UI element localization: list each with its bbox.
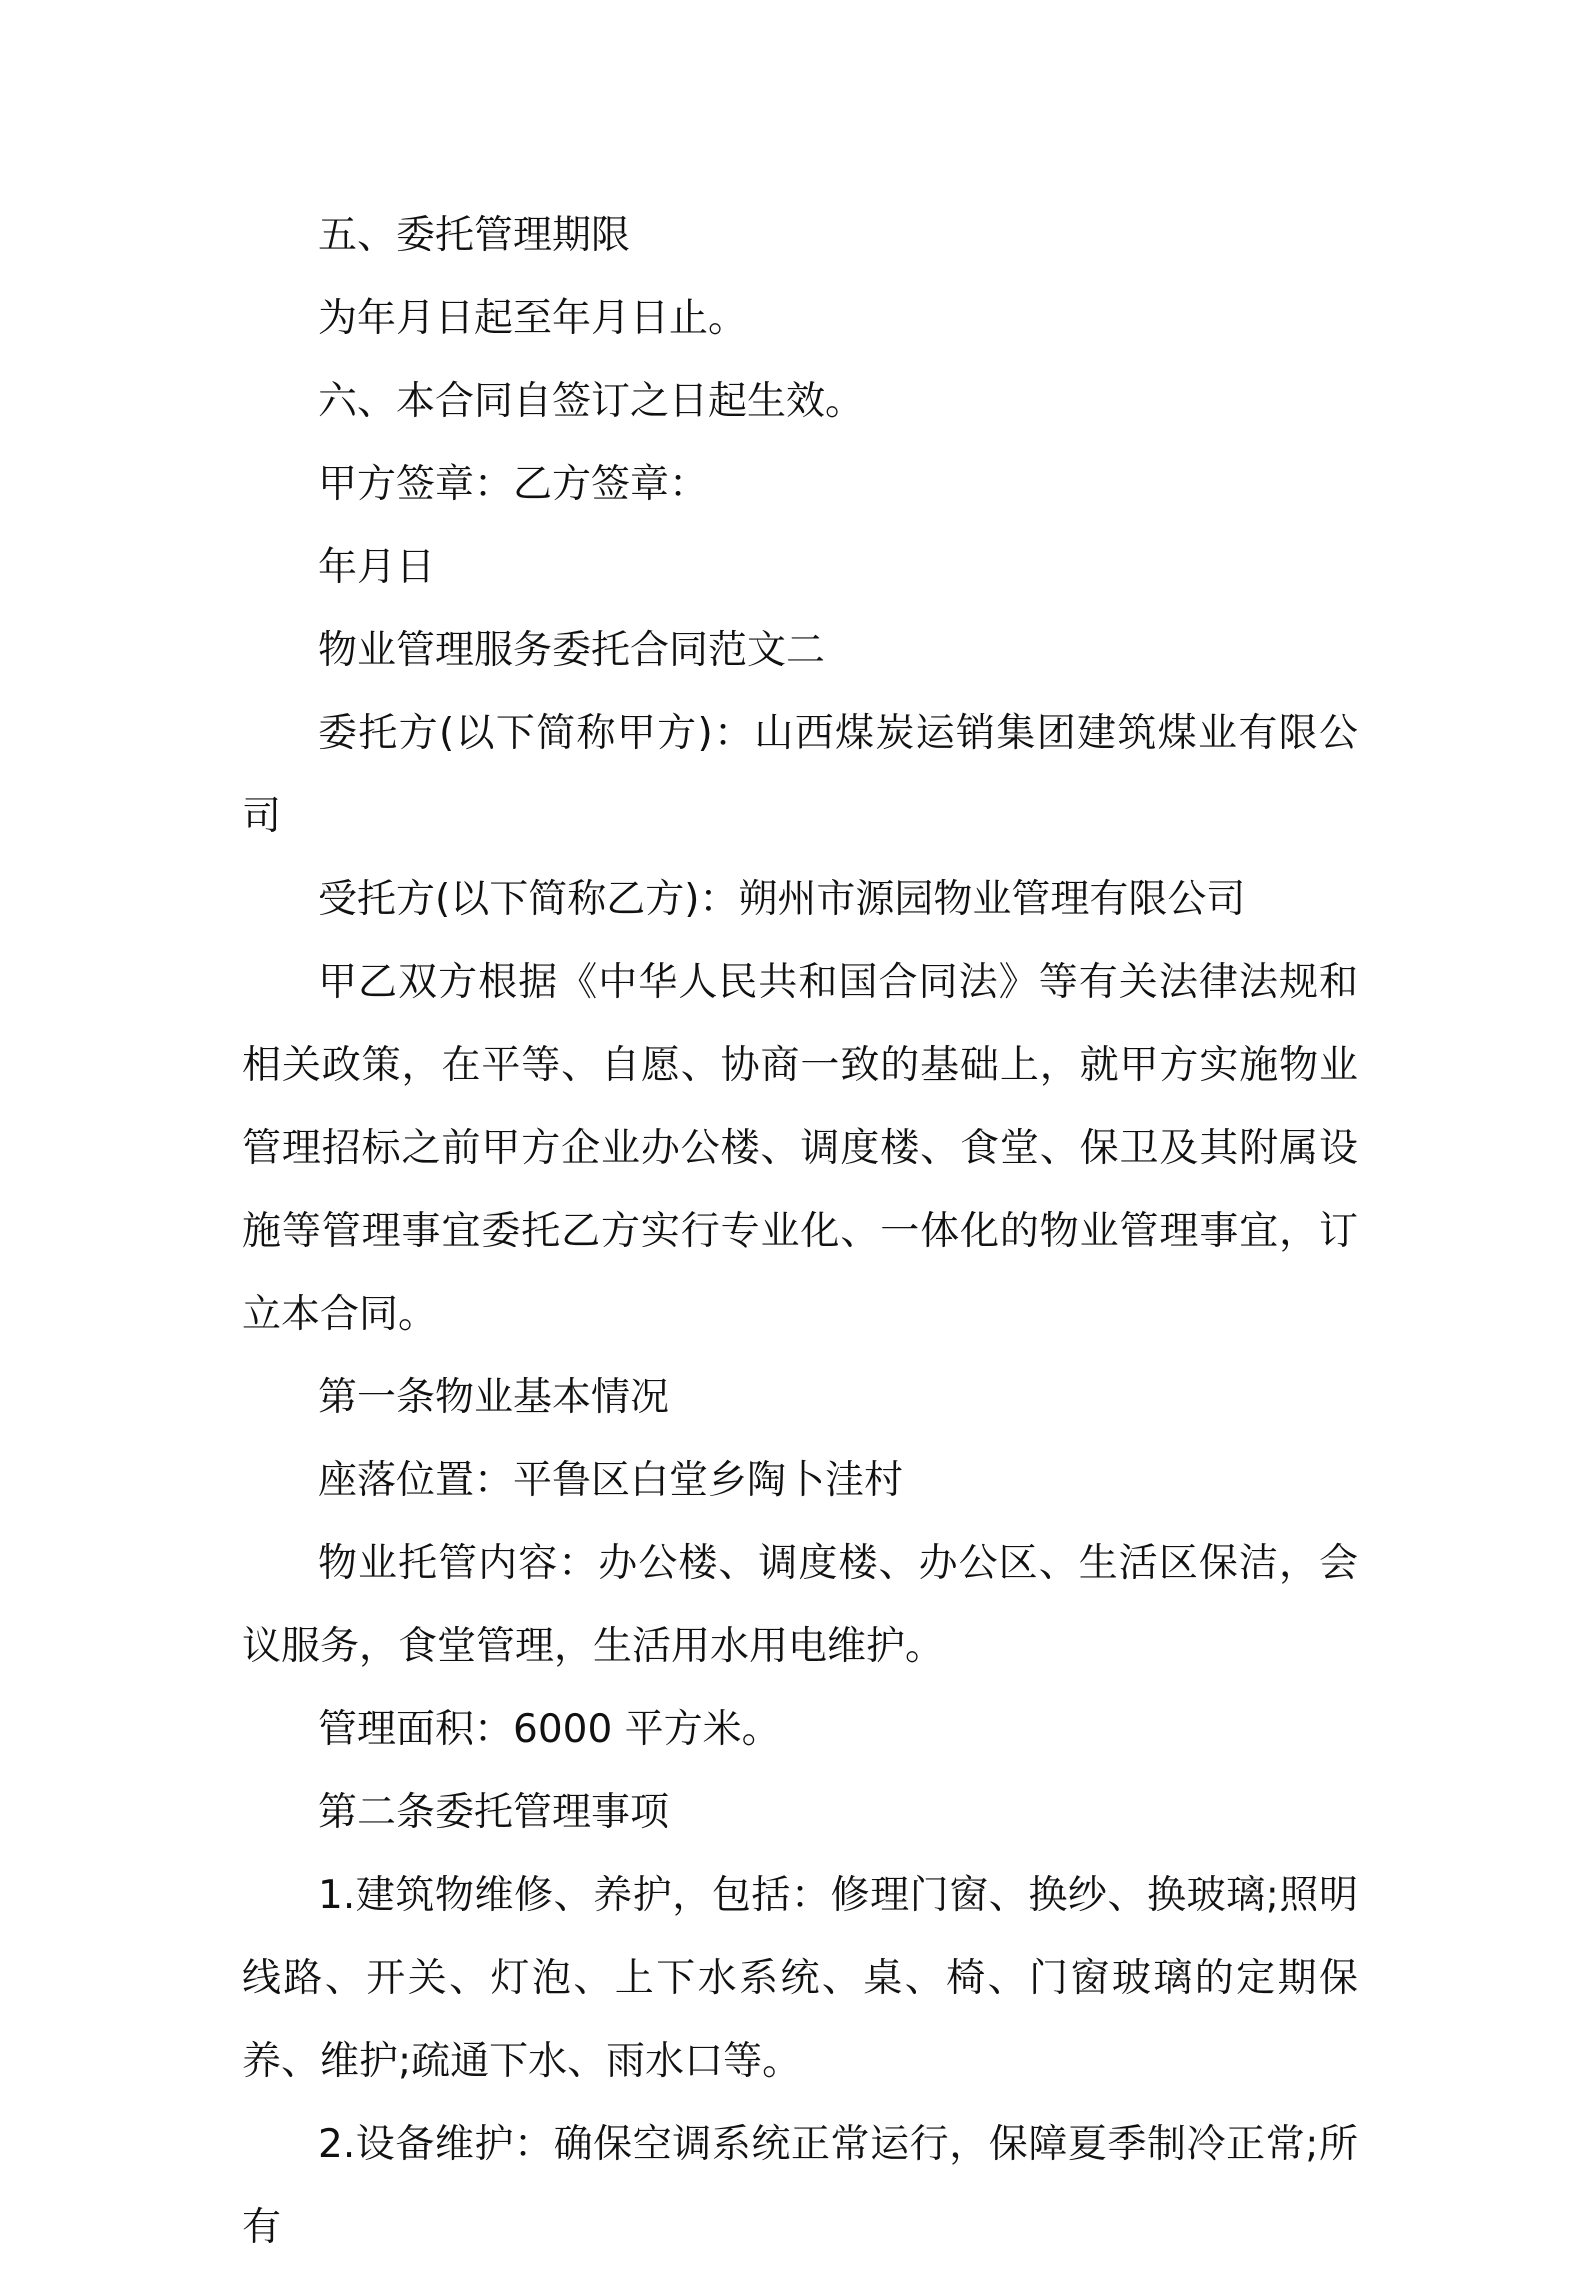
- article-one-heading: 第一条物业基本情况: [318, 1375, 670, 1420]
- signature-line: 甲方签章：乙方签章：: [318, 462, 709, 507]
- paragraph-term-dates: 为年月日起至年月日止。: [318, 296, 748, 341]
- item-two-paragraph: 2.设备维护：确保空调系统正常运行，保障夏季制冷正常;所有: [242, 2122, 1358, 2250]
- paragraph-effective: 六、本合同自签订之日起生效。: [318, 379, 865, 424]
- article-two-heading: 第二条委托管理事项: [318, 1790, 670, 1835]
- item-one-paragraph: 1.建筑物维修、养护，包括：修理门窗、换纱、换玻璃;照明线路、开关、灯泡、上下水系统、桌、椅、门窗玻璃的定期保养、维护;疏通下水、雨水口等。: [242, 1873, 1358, 2084]
- preamble-paragraph: 甲乙双方根据《中华人民共和国合同法》等有关法律法规和相关政策，在平等、自愿、协商一致的基础上，就甲方实施物业管理招标之前甲方企业办公楼、调度楼、食堂、保卫及其附属设施等管理事宜委托乙方实行专业化、一体化的物业管理事宜，订立本合同。: [242, 960, 1358, 1337]
- section-heading-term: 五、委托管理期限: [318, 213, 631, 258]
- location-line: 座落位置：平鲁区白堂乡陶卜洼村: [318, 1458, 904, 1503]
- document-body: [242, 194, 1358, 2269]
- contract-title-two: 物业管理服务委托合同范文二: [318, 628, 826, 673]
- scope-paragraph: 物业托管内容：办公楼、调度楼、办公区、生活区保洁，会议服务，食堂管理，生活用水用电维护。: [242, 1541, 1358, 1669]
- date-line: 年月日: [318, 545, 436, 590]
- area-line: 管理面积：6000 平方米。: [318, 1707, 781, 1752]
- party-b-line: 受托方(以下简称乙方)：朔州市源园物业管理有限公司: [318, 877, 1246, 922]
- party-a-line: 委托方(以下简称甲方)：山西煤炭运销集团建筑煤业有限公司: [242, 711, 1358, 839]
